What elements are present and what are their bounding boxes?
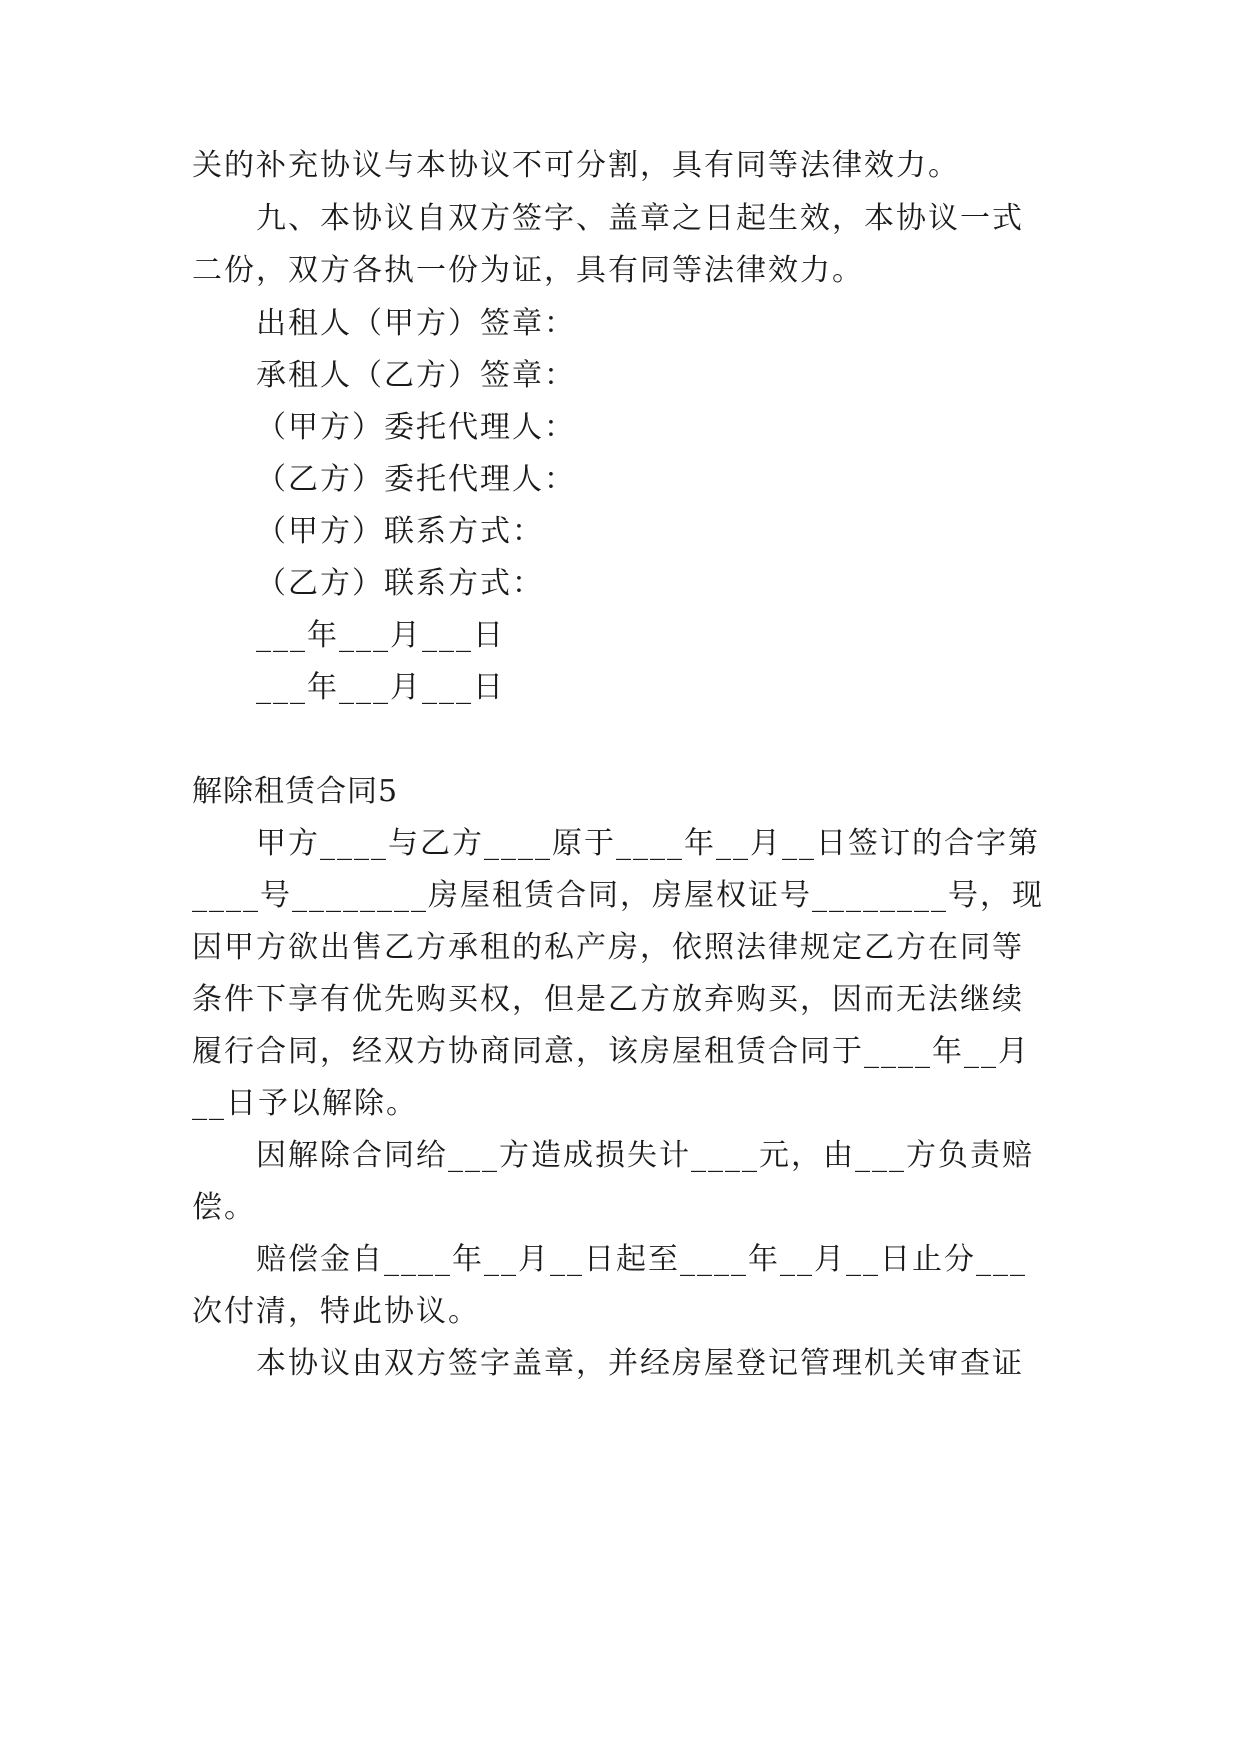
paragraph-line: 偿。 [192, 1190, 256, 1225]
paragraph-line: 因解除合同给___方造成损失计____元，由___方负责赔 [256, 1138, 1034, 1173]
contact-party-b: （乙方）联系方式： [256, 566, 544, 601]
paragraph-line: 本协议由双方签字盖章，并经房屋登记管理机关审查证 [256, 1346, 1024, 1381]
date-line: ___年___月___日 [256, 670, 505, 705]
section-heading: 解除租赁合同5 [192, 774, 399, 809]
date-line: ___年___月___日 [256, 618, 505, 653]
signature-lessee: 承租人（乙方）签章： [256, 358, 576, 393]
paragraph-line: 履行合同，经双方协商同意，该房屋租赁合同于____年__月 [192, 1034, 1030, 1069]
paragraph-line: 甲方____与乙方____原于____年__月__日签订的合字第 [256, 826, 1040, 861]
paragraph-line: 关的补充协议与本协议不可分割，具有同等法律效力。 [192, 148, 960, 183]
paragraph-line: 条件下享有优先购买权，但是乙方放弃购买，因而无法继续 [192, 982, 1024, 1017]
paragraph-line: ____号________房屋租赁合同，房屋权证号________号，现 [192, 878, 1044, 913]
signature-lessor: 出租人（甲方）签章： [256, 306, 576, 341]
paragraph-line: 因甲方欲出售乙方承租的私产房，依照法律规定乙方在同等 [192, 930, 1024, 965]
contact-party-a: （甲方）联系方式： [256, 514, 544, 549]
paragraph-line: 次付清，特此协议。 [192, 1294, 480, 1329]
agent-party-b: （乙方）委托代理人： [256, 462, 576, 497]
paragraph-line: 赔偿金自____年__月__日起至____年__月__日止分___ [256, 1242, 1027, 1277]
paragraph-line: __日予以解除。 [192, 1086, 418, 1121]
paragraph-line: 二份，双方各执一份为证，具有同等法律效力。 [192, 253, 864, 288]
agent-party-a: （甲方）委托代理人： [256, 410, 576, 445]
paragraph-line: 九、本协议自双方签字、盖章之日起生效，本协议一式 [256, 201, 1024, 236]
